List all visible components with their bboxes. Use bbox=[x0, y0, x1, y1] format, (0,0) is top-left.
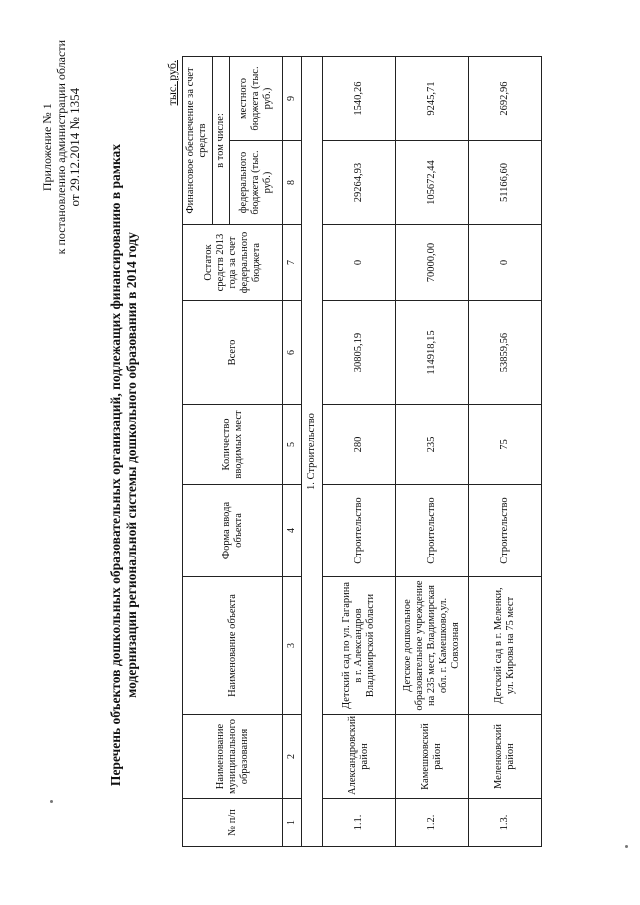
row-places: 280 bbox=[323, 405, 396, 485]
title-line-2: модернизации региональной системы дошкольного образования в 2014 году bbox=[124, 232, 139, 698]
row-object: Детский сад по ул. Гагарина в г. Александров Владимирской области bbox=[323, 577, 396, 715]
row-municipality: Камешковский район bbox=[396, 715, 469, 799]
row-form: Строительство bbox=[396, 485, 469, 577]
col-number: 5 bbox=[283, 405, 302, 485]
document-title bbox=[108, 85, 140, 845]
column-number-row bbox=[283, 57, 302, 847]
section-row bbox=[302, 57, 323, 847]
col-header-number: № п/п bbox=[183, 799, 283, 847]
title-line-1: Перечень объектов дошкольных образовательных организаций, подлежащих финансированию в рамках bbox=[108, 143, 123, 787]
row-places: 75 bbox=[469, 405, 542, 485]
row-municipality: Меленковский район bbox=[469, 715, 542, 799]
row-federal: 105672,44 bbox=[396, 141, 469, 225]
appendix-date: от 29.12.2014 № 1354 bbox=[67, 87, 82, 207]
row-object: Детское дошкольное образовательное учреждение на 235 мест, Владимирская обл. г. Камешково,ул. Совхозная bbox=[396, 577, 469, 715]
col-number: 8 bbox=[283, 141, 302, 225]
row-total: 53859,56 bbox=[469, 301, 542, 405]
col-header-financing bbox=[183, 57, 230, 225]
scan-dot bbox=[50, 800, 53, 803]
row-remainder: 0 bbox=[469, 225, 542, 301]
row-municipality: Александровский район bbox=[323, 715, 396, 799]
table-header-row bbox=[183, 57, 230, 847]
objects-table bbox=[182, 56, 542, 847]
col-number: 2 bbox=[283, 715, 302, 799]
col-header-remainder: Остаток средств 2013 года за счет федерального бюджета bbox=[183, 225, 283, 301]
row-form: Строительство bbox=[469, 485, 542, 577]
row-total: 30805,19 bbox=[323, 301, 396, 405]
row-total: 114918,15 bbox=[396, 301, 469, 405]
col-header-form: Форма ввода объекта bbox=[183, 485, 283, 577]
row-local: 2692,96 bbox=[469, 57, 542, 141]
row-number: 1.3. bbox=[469, 799, 542, 847]
col-header-object: Наименование объекта bbox=[183, 577, 283, 715]
col-number: 4 bbox=[283, 485, 302, 577]
row-number: 1.2. bbox=[396, 799, 469, 847]
col-number: 7 bbox=[283, 225, 302, 301]
row-federal: 51166,60 bbox=[469, 141, 542, 225]
col-number: 1 bbox=[283, 799, 302, 847]
table-row bbox=[469, 57, 542, 847]
row-places: 235 bbox=[396, 405, 469, 485]
appendix-number: Приложение № 1 bbox=[40, 103, 54, 192]
row-local: 9245,71 bbox=[396, 57, 469, 141]
units-label: тыс. руб. bbox=[165, 60, 179, 106]
row-form: Строительство bbox=[323, 485, 396, 577]
col-number: 6 bbox=[283, 301, 302, 405]
table-row bbox=[396, 57, 469, 847]
col-header-municipality: Наименование муниципального образования bbox=[183, 715, 283, 799]
appendix-header bbox=[40, 40, 82, 254]
col-header-federal: федерального бюджета (тыс. руб.) bbox=[230, 141, 283, 225]
col-number: 3 bbox=[283, 577, 302, 715]
row-number: 1.1. bbox=[323, 799, 396, 847]
col-header-total: Всего bbox=[183, 301, 283, 405]
financing-label: Финансовое обеспечение за счет средств bbox=[185, 67, 208, 214]
col-number: 9 bbox=[283, 57, 302, 141]
appendix-decree: к постановлению администрации области bbox=[54, 40, 68, 255]
row-local: 1540,26 bbox=[323, 57, 396, 141]
row-remainder: 70000,00 bbox=[396, 225, 469, 301]
scan-dot bbox=[625, 845, 628, 848]
col-header-local: местного бюджета (тыс. руб.) bbox=[230, 57, 283, 141]
section-title: 1. Строительство bbox=[302, 57, 323, 847]
including-label: в том числе: bbox=[212, 57, 227, 224]
table-row bbox=[323, 57, 396, 847]
col-header-places: Количество вводимых мест bbox=[183, 405, 283, 485]
row-federal: 29264,93 bbox=[323, 141, 396, 225]
row-remainder: 0 bbox=[323, 225, 396, 301]
row-object: Детский сад в г. Меленки, ул. Кирова на 75 мест bbox=[469, 577, 542, 715]
